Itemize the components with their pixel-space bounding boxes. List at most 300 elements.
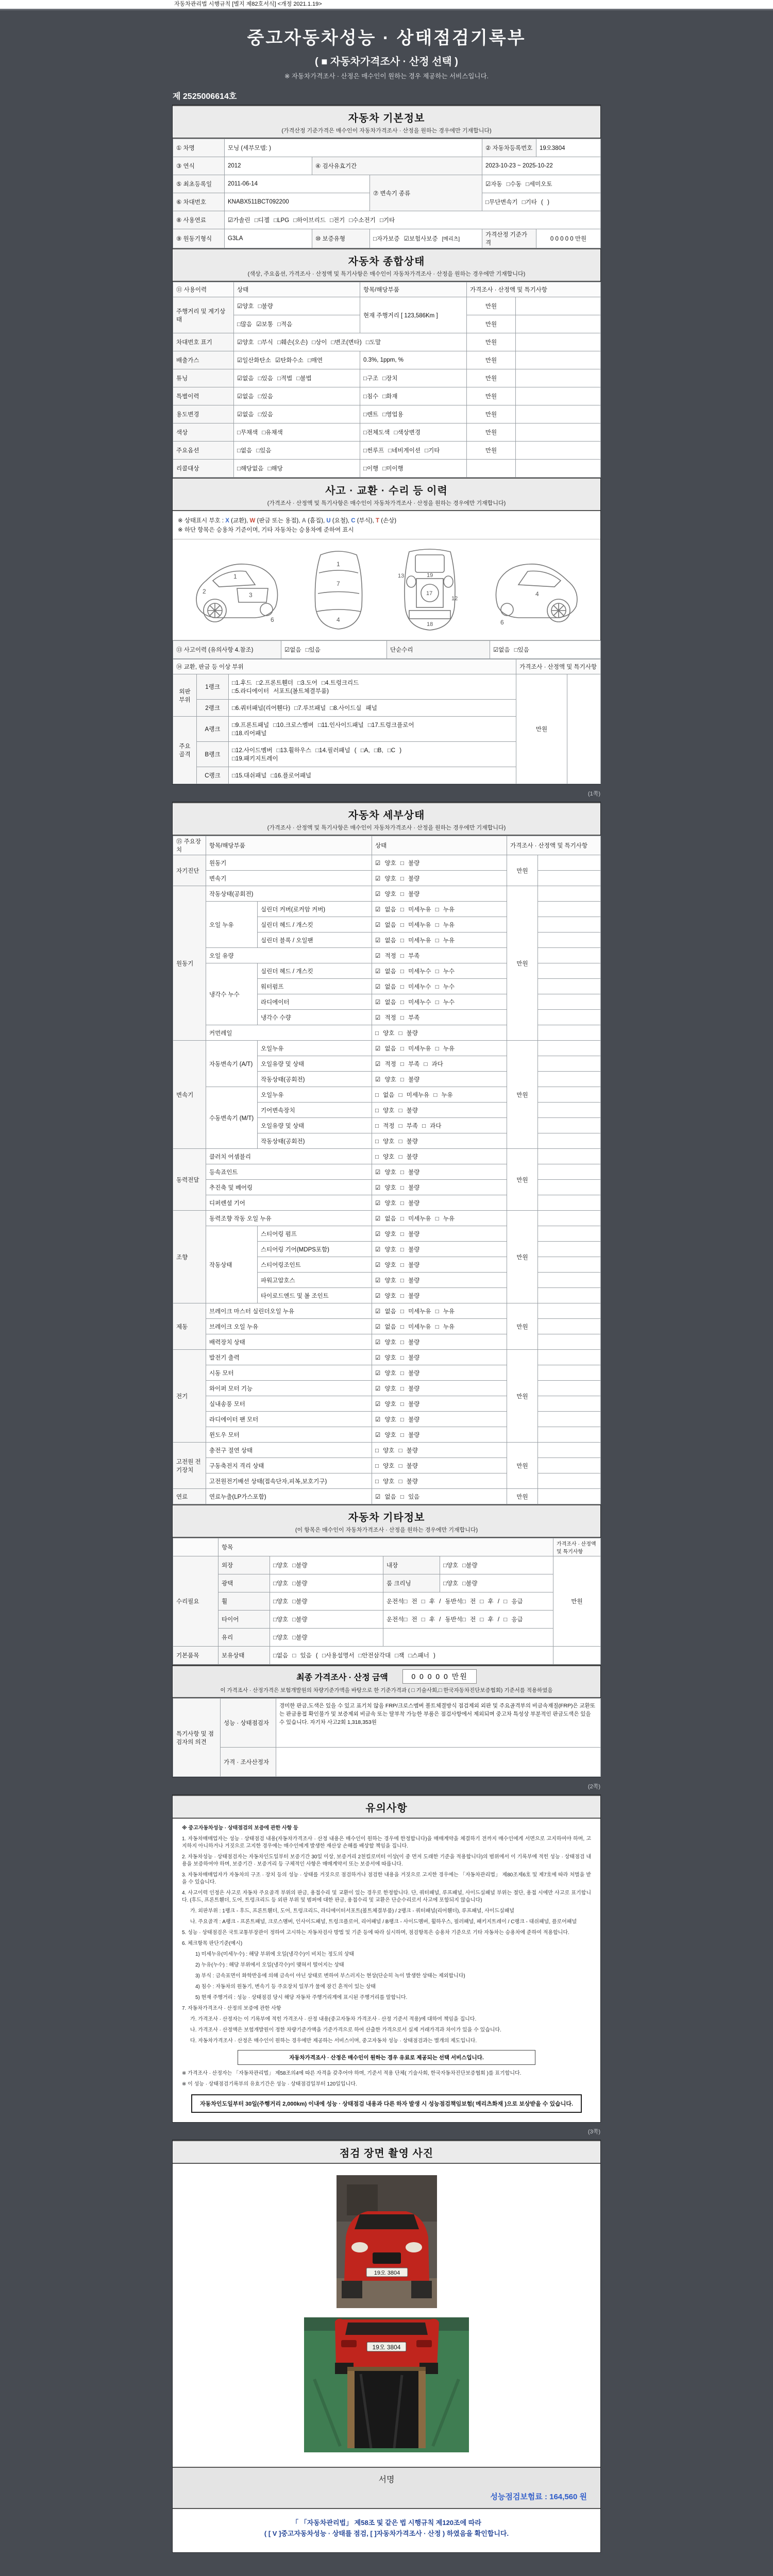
state-options: ☑ 양호 □ 불량 <box>372 1180 507 1195</box>
state-options: ☑ 양호 □ 불량 <box>372 1396 507 1412</box>
inspector-opinion-table <box>173 1698 601 1777</box>
price-unit: 만원 <box>507 1303 538 1350</box>
field-label: ⑥ 차대번호 <box>173 193 225 211</box>
registration-number: 19오3804 <box>536 139 601 157</box>
price-unit: 만원 <box>507 886 538 1041</box>
legend-text: (요철), <box>332 518 349 524</box>
column-header: 항목/해당부품 <box>360 282 467 297</box>
note-cell <box>538 1118 601 1133</box>
price-unit: 만원 <box>516 674 567 784</box>
note-cell <box>516 333 601 351</box>
note-cell <box>538 1350 601 1365</box>
section-subtitle: (색상, 주요옵션, 가격조사 · 산정액 및 특기사항은 매수인이 자동차가격조사 · 산정을 원하는 경우에만 기재합니다) <box>247 271 526 277</box>
state-options: ☑ 양호 □ 불량 <box>372 871 507 886</box>
note-cell <box>538 1133 601 1149</box>
column-header: 가격조사 · 산정액 및 특기사항 <box>467 282 601 297</box>
state-options: ☑ 양호 □ 불량 <box>372 1195 507 1211</box>
section-overall-state <box>173 248 600 282</box>
basic-info-table <box>173 139 601 248</box>
state-options: □ 양호 □ 불량 <box>372 1458 507 1473</box>
section-title: 자동차 기타정보 <box>348 1512 425 1523</box>
car-diagram-underbody <box>394 545 466 635</box>
appraiser-opinion-text <box>276 1748 601 1777</box>
price-unit: 만원 <box>467 369 516 387</box>
state-options: □ 양호 □ 불량 <box>372 1025 507 1041</box>
state-options: □무채색 □유채색 <box>234 423 360 442</box>
field-label: ⑧ 사용연료 <box>173 211 225 229</box>
final-price-note: 이 가격조사 · 산정가격은 보험개발원의 차량기준가액을 바탕으로 한 기준가격과 ( □ 기술사회,□ 한국자동차진단보증협회) 기준서를 적용하였음 <box>220 1687 553 1693</box>
note-cell <box>538 1396 601 1412</box>
card-page2 <box>172 802 601 1777</box>
rank-items-line: □18.리어패널 <box>232 731 267 737</box>
item-label: 클러치 어셈블리 <box>206 1149 372 1164</box>
note-cell <box>538 1180 601 1195</box>
field-label: ① 차명 <box>173 139 225 157</box>
rank-items-line: □1.후드 □2.프론트휀더 □3.도어 □4.트렁크리드 <box>232 680 359 686</box>
notice-subitem: 1) 미세누유(미세누수) : 해당 부위에 오일(냉각수)이 비치는 정도의 상태 <box>195 1952 355 1957</box>
vin: KNABX511BCT092200 <box>225 193 370 211</box>
state-options: ☑ 양호 □ 불량 <box>372 1381 507 1396</box>
item-label: 라디에이터 <box>258 994 372 1010</box>
inspection-insurance-fee: 성능점검보험료 : 164,560 원 <box>490 2493 587 2501</box>
item-label: 작동상태(공회전) <box>206 886 372 902</box>
price-unit: 만원 <box>507 1443 538 1489</box>
note-cell <box>538 1211 601 1226</box>
note-cell <box>538 1164 601 1180</box>
state-options: ☑ 적정 □ 부족 <box>372 1010 507 1025</box>
subgroup-label: 자동변속기 (A/T) <box>206 1041 258 1087</box>
diagram-label: 4 <box>336 616 340 623</box>
row-label: 튜닝 <box>173 369 234 387</box>
note-cell <box>538 871 601 886</box>
legend-code-u: U <box>326 518 331 524</box>
group-label: 외판부위 <box>173 674 197 717</box>
state-options: ☑ 양호 □ 불량 <box>372 1350 507 1365</box>
item-label: 오일누유 <box>258 1087 372 1103</box>
note-cell <box>538 1025 601 1041</box>
state-options: ☑ 양호 □ 불량 <box>372 855 507 871</box>
item-label: 실내송풍 모터 <box>206 1396 372 1412</box>
item-label: 유리 <box>219 1629 270 1647</box>
notice-item: 4. 사고이력 인정은 사고로 자동차 주요골격 부위의 판금, 용접수리 및 교환이 있는 경우로 한정합니다. 단, 쿼터패널, 루프패널, 사이드실패널 부위는 절단, 용접 시에만 사고로 표기합니다. (후드, 프론트휀더, 도어, 트렁크리드 등 외판 부위 및 범퍼에 대한 판금, 용접수리 및 교환은 단순수리로서 사고에 포함되지 않습니다) <box>182 1890 591 1903</box>
section-basic-info <box>173 105 600 139</box>
field-label: 가격산정 기준가격 <box>482 229 536 248</box>
section-title: 자동차 세부상태 <box>348 810 425 821</box>
price-unit: 만원 <box>507 1041 538 1149</box>
diagram-label: 1 <box>336 561 340 568</box>
rank-items <box>229 742 516 767</box>
state-options: □양호 □불량 <box>270 1629 383 1647</box>
state-options: □양호 □불량 <box>440 1574 553 1592</box>
state-options: □썬루프 □네비게이션 □기타 <box>360 442 467 460</box>
notice-item: 1. 자동차매매업자는 성능 · 상태점검 내용(자동차가격조사 · 산정 내용은 매수인이 원하는 경우에 한정합니다)을 매매계약을 체결하기 전까지 매수인에게 서면으로 고지하여야 하며, 고지하지 아니하거나 거짓으로 고지한 경우에는 매수인에게 발생한 재산상 손해를 배상할 책임을 집니다. <box>182 1836 591 1849</box>
item-label: 동력조향 작동 오일 누유 <box>206 1211 372 1226</box>
detail-state-table <box>173 836 601 1504</box>
rank-items: □6.쿼터패널(리어휀다) □7.루브패널 □8.사이드실 패널 <box>229 700 516 717</box>
note-cell <box>538 917 601 933</box>
legend-text: (흠집), <box>308 518 325 524</box>
legend-code-a: A <box>301 518 306 524</box>
legend-code-c: C <box>351 518 356 524</box>
device-label: 고전원 전기장치 <box>173 1443 206 1489</box>
column-header: ⑪ 사용이력 <box>173 282 234 297</box>
row-label: 차대번호 표기 <box>173 333 234 351</box>
item-label: 실린더 커버(로커암 커버) <box>258 902 372 917</box>
group-label: 주요골격 <box>173 717 197 784</box>
note-cell <box>538 1443 601 1458</box>
column-header: 항목/해당부품 <box>206 836 372 855</box>
state-options: □양호 □불량 <box>270 1592 383 1611</box>
state-options: □ 양호 □ 불량 <box>372 1133 507 1149</box>
diagram-label: 12 <box>451 596 458 602</box>
note-cell <box>538 1087 601 1103</box>
rank-items: □15.대쉬패널 □16.플로어패널 <box>229 767 516 784</box>
notice-item: 3. 자동차매매업자가 자동차의 구조 · 장치 등의 성능 · 상태를 거짓으로 점검하거나 점검한 내용을 거짓으로 고지한 경우에는 「자동차관리법」 제80조제6호 및 제7호에 따라 처벌을 받을 수 있습니다. <box>182 1872 591 1885</box>
state-options: □양호 □불량 <box>270 1574 383 1592</box>
note-cell <box>516 387 601 405</box>
item-label: 시동 모터 <box>206 1365 372 1381</box>
state-options: ☑ 양호 □ 불량 <box>372 1257 507 1273</box>
item-label: 작동상태(공회전) <box>258 1072 372 1087</box>
notice-body <box>173 1819 600 2122</box>
price-unit: 만원 <box>467 405 516 423</box>
state-options: 운전석□ 전 □ 후 / 동반석□ 전 □ 후 / □ 응급 <box>383 1611 553 1629</box>
item-label: 오일유량 및 상태 <box>258 1118 372 1133</box>
field-label: ④ 검사유효기간 <box>312 157 482 175</box>
notice-subitem: 2) 누유(누수) : 해당 부위에서 오일(냉각수)이 맺혀서 떨어지는 상태 <box>195 1962 344 1968</box>
price-unit: 만원 <box>467 387 516 405</box>
transmission-options: ☑자동 □수동 □세미오토 <box>482 175 601 193</box>
item-label: 외장 <box>219 1556 270 1574</box>
legend-text: ※ 상태표시 부호 : <box>178 518 224 524</box>
price-unit: 만원 <box>467 351 516 369</box>
note-cell <box>516 405 601 423</box>
notice-subitem: 가. 외판부위 : 1랭크 - 후드, 프론트휀더, 도어, 트렁크리드, 라디에이터서포트(볼트체결부품) / 2랭크 - 쿼터패널(리어휀더), 루프패널, 사이드실패널 <box>190 1908 515 1914</box>
rank-items-line: □19.패키지트레이 <box>232 756 278 762</box>
diagram-label: 13 <box>397 573 404 579</box>
item-label: 실린더 블록 / 오일팬 <box>258 933 372 948</box>
warranty-checkboxes: □자가보증 ☑보험사보증 <box>373 236 438 242</box>
state-options: ☑ 양호 □ 불량 <box>372 1427 507 1443</box>
page-marker-2: (2쪽) <box>587 1784 600 1790</box>
document-header <box>0 10 773 80</box>
field-label: ③ 연식 <box>173 157 225 175</box>
base-price: 0 0 0 0 0 만원 <box>536 229 601 248</box>
price-unit: 만원 <box>467 297 516 315</box>
section-title: 점검 장면 촬영 사진 <box>339 2148 434 2159</box>
card-page1 <box>172 105 601 785</box>
state-options: ☑ 없음 □ 미세누유 □ 누유 <box>372 902 507 917</box>
note-cell <box>538 1319 601 1334</box>
state-options: ☑ 양호 □ 불량 <box>372 1288 507 1303</box>
confirmation-line: 「 「자동차관리법」 제58조 및 같은 법 시행규칙 제120조에 따라 <box>292 2519 481 2527</box>
inspection-valid-period: 2023-10-23 ~ 2025-10-22 <box>482 157 601 175</box>
price-cell-empty <box>553 1647 601 1665</box>
row-label: 특기사항 및 점검자의 의견 <box>173 1699 221 1777</box>
legend-note: ※ 하단 항목은 승용차 기준이며, 기타 자동차는 승용차에 준하여 표시 <box>178 527 354 533</box>
row-label: 주요옵션 <box>173 442 234 460</box>
state-options: □많음 ☑보통 □적음 <box>234 315 360 333</box>
notice-subitem: 다. 자동차가격조사 · 산정은 매수인이 원하는 경우에만 제공하는 서비스이며, 중고자동차 성능 · 상태점검과는 별개의 제도입니다. <box>190 2038 477 2044</box>
device-label: 전기 <box>173 1350 206 1443</box>
car-damage-diagrams <box>173 539 600 640</box>
page-marker-3: (3쪽) <box>587 2129 600 2135</box>
state-options: □ 양호 □ 불량 <box>372 1149 507 1164</box>
state-options: ☑ 양호 □ 불량 <box>372 1226 507 1242</box>
state-options: □구조 □장치 <box>360 369 467 387</box>
state-options: ☑ 없음 □ 미세누유 □ 누유 <box>372 1319 507 1334</box>
item-label: 파워고압호스 <box>258 1273 372 1288</box>
note-cell <box>516 351 601 369</box>
license-plate-text: 19오 3804 <box>372 2344 401 2351</box>
diagram-label: 18 <box>426 621 433 628</box>
item-label: 타이로드엔드 및 볼 조인트 <box>258 1288 372 1303</box>
item-label: 광택 <box>219 1574 270 1592</box>
item-label: 추진축 및 베어링 <box>206 1180 372 1195</box>
notice-subitem: 나. 가격조사 · 산정액은 보험개발원이 정한 차량기준가액을 기준가격으로 하여 산출한 가격으로서 실제 거래가격과 차이가 있을 수 있습니다. <box>190 2027 501 2033</box>
state-options: ☑ 양호 □ 불량 <box>372 1365 507 1381</box>
legend-code-t: T <box>376 518 380 524</box>
inspection-photos <box>173 2164 600 2460</box>
column-header: 가격조사 · 산정액 및 특기사항 <box>516 659 601 674</box>
field-label: ⑨ 원동기형식 <box>173 229 225 248</box>
state-options: ☑ 적정 □ 부족 □ 과다 <box>372 1056 507 1072</box>
signature-label: 서명 <box>378 2476 395 2484</box>
price-unit: 만원 <box>467 315 516 333</box>
form-reference: 자동차관리법 시행규칙 [별지 제82호서식] <개정 2021.1.19> <box>174 1 322 7</box>
column-header <box>173 1538 219 1556</box>
section-title: 유의사항 <box>365 1803 408 1814</box>
state-options: □ 없음 □ 미세누유 □ 누유 <box>372 1087 507 1103</box>
note-cell <box>538 933 601 948</box>
section-accident-history <box>173 478 600 511</box>
notice-item: 2. 자동차성능 · 상태점검자는 자동차인도일부터 보증기간 30일 이상, 보증거리 2천킬로미터 이상(이 중 먼저 도래한 기준을 적용합니다)의 범위에서 이 기록부에 적힌 성능 · 상태점검 내용을 보증하여야 하며, 보증기간 · 보증거리 등 구체적인 사항은 매매계약서 또는 보증서에 따릅니다. <box>182 1854 591 1867</box>
state-options: □양호 □불량 <box>440 1556 553 1574</box>
item-label: 구동축전지 격리 상태 <box>206 1458 372 1473</box>
page-subtitle-note: ※ 자동차가격조사 · 산정은 매수인이 원하는 경우 제공하는 서비스입니다. <box>284 73 489 80</box>
notice-item: 6. 체크항목 판단기준(예시) <box>182 1941 243 1946</box>
item-label: 스티어링조인트 <box>258 1257 372 1273</box>
transmission-options: □무단변속기 □기타 ( ) <box>482 193 601 211</box>
row-label: 배출가스 <box>173 351 234 369</box>
section-subtitle: (이 항목은 매수인이 자동차가격조사 · 산정을 원하는 경우에만 기재합니다) <box>295 1527 478 1533</box>
price-unit: 만원 <box>507 1211 538 1303</box>
row-label: 색상 <box>173 423 234 442</box>
subgroup-label: 냉각수 누수 <box>206 963 258 1025</box>
note-cell <box>538 963 601 979</box>
rank-items-line: □5.라디에이터 서포트(볼트체결부품) <box>232 688 329 694</box>
row-label: 용도변경 <box>173 405 234 423</box>
row-label: 성능 · 상태점검자 <box>221 1699 276 1748</box>
etc-info-table <box>173 1538 601 1665</box>
device-label: 제동 <box>173 1303 206 1350</box>
state-options: ☑없음 □있음 <box>490 641 601 659</box>
overall-state-table <box>173 282 601 478</box>
legend-text: (부식), <box>357 518 374 524</box>
item-label: 스티어링 기어(MDPS포함) <box>258 1242 372 1257</box>
row-label: 특별이력 <box>173 387 234 405</box>
item-label: 커먼레일 <box>206 1025 372 1041</box>
notice-item: 7. 자동차가격조사 · 산정의 보증에 관한 사항 <box>182 2006 281 2011</box>
warranty-options <box>370 229 482 248</box>
note-cell <box>538 979 601 994</box>
field-label: ② 자동차등록번호 <box>482 139 536 157</box>
note-cell <box>516 315 601 333</box>
diagram-label: 6 <box>500 619 504 626</box>
note-cell <box>538 1303 601 1319</box>
state-options: ☑ 없음 □ 미세누수 □ 누수 <box>372 979 507 994</box>
note-cell <box>538 1427 601 1443</box>
legend-text: (교환), <box>231 518 248 524</box>
state-options: □침수 □화재 <box>360 387 467 405</box>
state-options: ☑ 없음 □ 미세누수 □ 누수 <box>372 963 507 979</box>
note-cell <box>567 674 601 784</box>
price-unit: 만원 <box>467 423 516 442</box>
form-reference-strip <box>0 0 773 10</box>
column-header: 상태 <box>234 282 360 297</box>
note-cell <box>516 423 601 442</box>
diagram-label: 6 <box>270 616 274 623</box>
note-cell <box>516 460 601 478</box>
state-options: ☑ 없음 □ 있음 <box>372 1489 507 1504</box>
note-cell <box>538 1381 601 1396</box>
final-price-value: 0 0 0 0 0 만원 <box>402 1669 476 1684</box>
fuel-options: ☑가솔린 □디젤 □LPG □하이브리드 □전기 □수소전기 □기타 <box>225 211 601 229</box>
note-cell <box>538 1056 601 1072</box>
inspector-opinion-text: 경미한 판금,도색은 있을 수 있고 표기치 않음 FRP/크로스멤버 볼트체결방식 점검제외 외판 및 주요골격부의 비금속재질(FRP)은 교환또는 판금용접 확인불가 및 보증제외 비금속 또는 탈부착 가능한 부품은 점검사항에서 제외되며 중고차 특성상 부분적인 판금도색은 있을 수 있습니다. 자기차 사고2회 1,318,353원 <box>276 1699 601 1748</box>
item-label: 스티어링 펌프 <box>258 1226 372 1242</box>
state-options: ☑없음 □있음 □적법 □불법 <box>234 369 360 387</box>
field-label: ⑤ 최초등록일 <box>173 175 225 193</box>
subgroup-label: 수동변속기 (M/T) <box>206 1087 258 1149</box>
panel-rank-table <box>173 659 601 784</box>
field-label: ⑦ 변속기 종류 <box>370 175 482 211</box>
device-label: 동력전달 <box>173 1149 206 1211</box>
group-label: 수리필요 <box>173 1556 219 1647</box>
state-options: ☑양호 □부식 □훼손(오손) □상이 □변조(변타) □도말 <box>234 333 467 351</box>
item-label: 연료누출(LP가스포함) <box>206 1489 372 1504</box>
rank-label: C랭크 <box>197 767 229 784</box>
state-options: □ 양호 □ 불량 <box>372 1443 507 1458</box>
notice-item: 5. 성능 · 상태점검은 국토교통부장관이 정하여 고시하는 자동차검사 방법 및 기준 등에 따라 실시하며, 점검항목은 승용차 기준으로 기타 자동차는 승용차에 준하여 적용합니다. <box>182 1930 569 1936</box>
state-options: ☑ 없음 □ 미세누유 □ 누유 <box>372 917 507 933</box>
rank-label: B랭크 <box>197 742 229 767</box>
field-label: ⑩ 보증유형 <box>312 229 370 248</box>
note-cell <box>538 855 601 871</box>
column-header: 항목 <box>219 1538 553 1556</box>
odometer-reading: 현재 주행거리 [ 123,586Km ] <box>360 297 467 333</box>
state-options: ☑일산화탄소 ☑탄화수소 □매연 <box>234 351 360 369</box>
item-label: 실린더 헤드 / 개스킷 <box>258 963 372 979</box>
state-options: □이행 □미이행 <box>360 460 467 478</box>
item-label: 라디에이터 팬 모터 <box>206 1412 372 1427</box>
rank-items <box>229 674 516 700</box>
state-options: ☑ 적정 □ 부족 <box>372 948 507 963</box>
item-label: 냉각수 수량 <box>258 1010 372 1025</box>
state-options: ☑ 없음 □ 미세누유 □ 누유 <box>372 1041 507 1056</box>
state-options: ☑ 없음 □ 미세누유 □ 누유 <box>372 1211 507 1226</box>
page-marker-1: (1쪽) <box>587 791 600 797</box>
state-options: □없음 □ 있음 ( □사용설명서 □안전삼각대 □잭 □스패너 ) <box>270 1647 553 1665</box>
note-cell <box>538 948 601 963</box>
item-label: 와이퍼 모터 기능 <box>206 1381 372 1396</box>
note-cell <box>538 1072 601 1087</box>
inspection-photo-rear <box>304 2317 469 2452</box>
subgroup-label: 작동상태 <box>206 1226 258 1303</box>
note-cell <box>538 886 601 902</box>
item-label: 휠 <box>219 1592 270 1611</box>
state-options: □해당없음 □해당 <box>234 460 360 478</box>
note-cell <box>538 1412 601 1427</box>
state-options: □없음 □있음 <box>234 442 360 460</box>
price-unit: 만원 <box>553 1556 601 1647</box>
diagram-label: 7 <box>336 580 340 587</box>
item-label: 작동상태(공회전) <box>258 1133 372 1149</box>
notice-warranty-box: 자동차인도일부터 30일(주행거리 2,000km) 이내에 성능 · 상태점검 내용과 다른 하자 발생 시 성능점검책임보험( 메리츠화재 )으로 보상받을 수 있습니다. <box>191 2094 582 2113</box>
state-options: □ 양호 □ 불량 <box>372 1103 507 1118</box>
state-options: □ 양호 □ 불량 <box>372 1473 507 1489</box>
section-etc-info <box>173 1504 600 1538</box>
final-price-band <box>173 1665 600 1698</box>
confirmation-statement <box>173 2509 600 2552</box>
device-label: 자기진단 <box>173 855 206 886</box>
section-photos <box>173 2140 600 2164</box>
item-label: 발전기 출력 <box>206 1350 372 1365</box>
item-label: 충전구 절연 상태 <box>206 1443 372 1458</box>
item-label: 배력장치 상태 <box>206 1334 372 1350</box>
note-cell <box>516 442 601 460</box>
price-unit: 만원 <box>467 333 516 351</box>
notice-tail: ※ 가격조사 · 산정자는 「자동차관리법」 제58조의4에 따른 자격을 갖추어야 하며, 기준서 적용 단체( 기술사회, 한국자동차진단보증협회 )를 표기합니다. <box>182 2071 522 2076</box>
state-options: □ 적정 □ 부족 □ 과다 <box>372 1118 507 1133</box>
card-notice <box>172 1794 601 2123</box>
car-diagram-rear-right <box>490 545 585 635</box>
state-options: □전체도색 □색상변경 <box>360 423 467 442</box>
item-label: 윈도우 모터 <box>206 1427 372 1443</box>
item-label: 원동기 <box>206 855 372 871</box>
note-cell <box>538 1365 601 1381</box>
item-label: 오일유량 및 상태 <box>258 1056 372 1072</box>
state-options: □양호 □불량 <box>270 1611 383 1629</box>
column-header: 상태 <box>372 836 507 855</box>
device-label: 조향 <box>173 1211 206 1303</box>
notice-select-box: 자동차가격조사 · 산정은 매수인이 원하는 경우 유료로 제공되는 선택 서비스입니다. <box>238 2050 535 2065</box>
state-options: ☑ 없음 □ 미세누수 □ 누수 <box>372 994 507 1010</box>
note-cell <box>538 1010 601 1025</box>
legend-text: (손상) <box>381 518 397 524</box>
row-label: ⑬ 사고이력 (유의사항 4.참조) <box>173 641 281 659</box>
rank-items-line: □12.사이드멤버 □13.휠하우스 □14.필러패널 ( □A, □B, □C ) <box>232 748 402 754</box>
note-cell <box>538 902 601 917</box>
rank-items <box>229 717 516 742</box>
row-label: 가격 · 조사산정자 <box>221 1748 276 1777</box>
state-options: ☑ 양호 □ 불량 <box>372 1273 507 1288</box>
item-label: 오일누유 <box>258 1041 372 1056</box>
note-cell <box>538 1195 601 1211</box>
emission-values: 0.3%, 1ppm, % <box>360 351 467 369</box>
price-unit: 만원 <box>467 442 516 460</box>
price-cell-empty <box>467 460 516 478</box>
column-header: 가격조사 · 산정액 및 특기사항 <box>507 836 601 855</box>
price-unit: 만원 <box>507 1149 538 1211</box>
final-price-label: 최종 가격조사 · 산정 금액 <box>296 1673 388 1682</box>
state-options: ☑ 없음 □ 미세누유 □ 누유 <box>372 933 507 948</box>
section-title: 사고 · 교환 · 수리 등 이력 <box>325 485 448 497</box>
page-subtitle: ( ■ 자동차가격조사 · 산정 선택 ) <box>315 56 458 67</box>
car-diagram-front-left <box>188 545 283 635</box>
card-photos <box>172 2140 601 2553</box>
item-label: 변속기 <box>206 871 372 886</box>
